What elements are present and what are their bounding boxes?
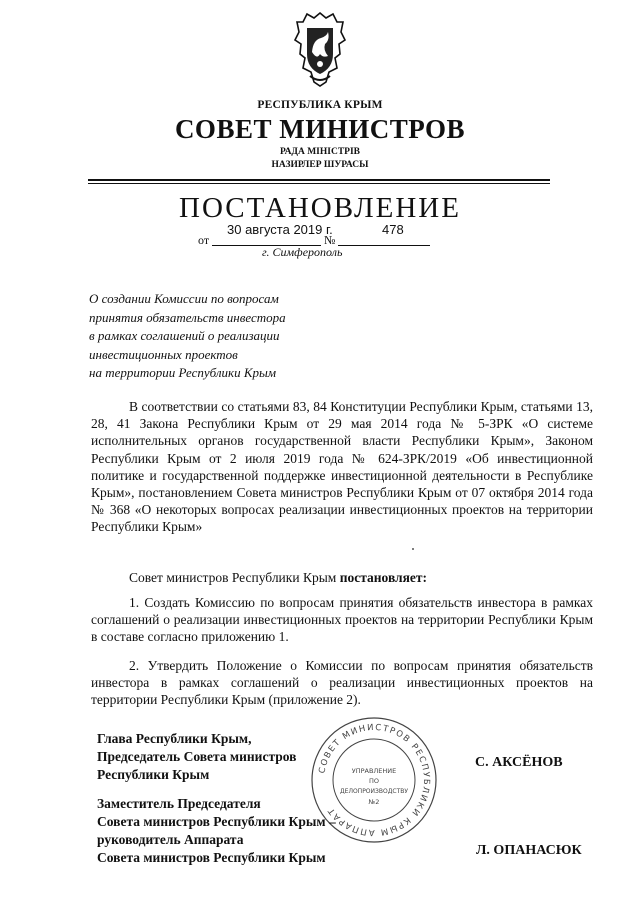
- date-number-line: [198, 222, 448, 246]
- council-name-ukrainian: РАДА МІНІСТРІВ: [279, 147, 360, 157]
- signatory-title-line: Глава Республики Крым,: [97, 731, 252, 746]
- subject-line: на территории Республики Крым: [89, 365, 277, 380]
- council-name-crimean-tatar: НАЗИРЛЕР ШУРАСЫ: [271, 160, 369, 170]
- city: г. Симферополь: [262, 245, 343, 259]
- stamp-line-1: УПРАВЛЕНИЕ: [351, 767, 397, 775]
- subject-line: инвестиционных проектов: [89, 346, 238, 362]
- resolves-prefix: Совет министров Республики Крым: [129, 570, 337, 585]
- item-2-paragraph: [91, 657, 593, 709]
- stamp-line-2: ПО: [368, 777, 380, 785]
- number-underline: [338, 245, 430, 246]
- stamp-ring-text: СОВЕТ МИНИСТРОВ РЕСПУБЛИКИ КРЫМ АППАРАТ: [317, 722, 432, 838]
- resolves-paragraph: [91, 569, 593, 586]
- subject-line: в рамках соглашений о реализации: [89, 328, 280, 343]
- signatory-title-line: Республики Крым: [97, 767, 210, 782]
- signatory-title-line: Заместитель Председателя: [97, 796, 261, 811]
- second-signatory-name: Л. ОПАНАСЮК: [476, 843, 582, 858]
- republic-name: РЕСПУБЛИКА КРЫМ: [257, 99, 383, 111]
- document-date: 30 августа 2019 г.: [227, 222, 333, 237]
- preamble-paragraph: [91, 398, 593, 536]
- signatory-title-line: руководитель Аппарата: [97, 832, 244, 847]
- item-1-paragraph: [91, 594, 593, 646]
- coat-of-arms-emblem: [293, 10, 347, 88]
- header-divider: [88, 179, 550, 184]
- number-label: №: [324, 233, 336, 247]
- document-number: 478: [382, 222, 404, 237]
- item-2-text: 2. Утвердить Положение о Комиссии по вопросам принятия обязательств инвестора в рамках соглашений о реализации инвестиционных проектов на территории Республики Крым (приложение 2).: [91, 658, 593, 708]
- resolves-word: постановляет:: [339, 570, 428, 585]
- subject-line: принятия обязательств инвестора: [89, 309, 286, 325]
- preamble-text: В соответствии со статьями 83, 84 Конституции Республики Крым, статьями 13, 28, 41 Закона Республики Крым от 29 мая 2014 года № 5-ЗРК «О системе исполнительных органов государственной власти Республики Крым», Законом Республики Крым от 2 июля 2019 года № 624-ЗРК/2019 «Об инвестиционной политике и государственной поддержке инвестиционной деятельности в Республике Крым», постановлением Совета министров Республики Крым от 07 октября 2014 года № 368 «О некоторых вопросах реализации инвестиционных проектов на территории Республики Крым»: [91, 399, 593, 535]
- scan-speck: [412, 548, 414, 550]
- signatory-title-line: Совета министров Республики Крым: [97, 850, 326, 865]
- document-type-title: ПОСТАНОВЛЕНИЕ: [179, 192, 461, 224]
- document-subject: [89, 290, 349, 383]
- date-label: от: [198, 233, 210, 247]
- first-signatory-title: [97, 730, 296, 784]
- signatory-title-line: Председатель Совета министров: [97, 749, 297, 764]
- subject-line: О создании Комиссии по вопросам: [89, 291, 279, 306]
- stamp-line-3: ДЕЛОПРОИЗВОДСТВУ: [339, 788, 409, 795]
- second-signatory-title: [97, 795, 336, 867]
- council-name: СОВЕТ МИНИСТРОВ: [174, 114, 466, 144]
- stamp-line-4: №2: [368, 798, 380, 806]
- first-signatory-name: С. АКСЁНОВ: [475, 755, 563, 770]
- item-1-text: 1. Создать Комиссию по вопросам принятия обязательств инвестора в рамках соглашений о реализации инвестиционных проектов на территории Республики Крым в составе согласно приложению 1.: [91, 595, 593, 645]
- signatory-title-line: Совета министров Республики Крым –: [97, 814, 336, 829]
